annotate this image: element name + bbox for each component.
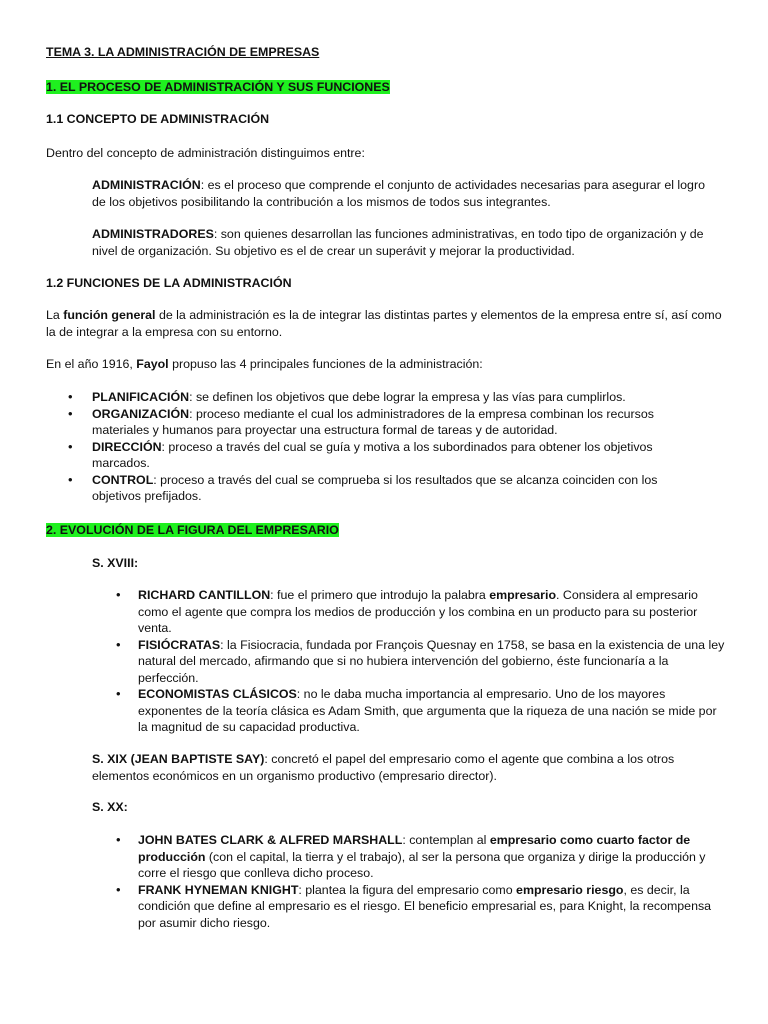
- subsection-1-1-heading: 1.1 CONCEPTO DE ADMINISTRACIÓN: [46, 112, 270, 126]
- list-item: [138, 587, 728, 637]
- document-title: TEMA 3. LA ADMINISTRACIÓN DE EMPRESAS: [46, 45, 320, 59]
- list-item-text: . Considera al empresario como el agente que compra los medios de producción y los combina en un producto para su posterior venta.: [138, 588, 698, 635]
- list-item-term: CONTROL: [92, 472, 154, 487]
- bold-term: empresario: [489, 588, 557, 602]
- list-item-term: JOHN BATES CLARK & ALFRED MARSHALL: [138, 833, 403, 847]
- text-run: propuso las 4 principales funciones de la administración:: [168, 357, 483, 371]
- functions-list: [92, 389, 692, 505]
- list-item-text: : proceso a través del cual se guía y motiva a los subordinados para obtener los objetivos marcados.: [92, 439, 653, 470]
- list-item-text: : no le daba mucha importancia al empresario. Uno de los mayores exponentes de la teoría clásica es Adam Smith, que argumenta que la riqueza de una nación se mide por la magnitud de su capacidad productiva.: [138, 687, 717, 734]
- list-item-text: : se definen los objetivos que debe lograr la empresa y las vías para cumplirlos.: [189, 390, 626, 404]
- century-20-list: [138, 832, 728, 931]
- fayol-paragraph: [46, 356, 726, 373]
- bold-term: S. XIX (JEAN BAPTISTE SAY): [92, 752, 265, 766]
- list-item-term: FISIÓCRATAS: [138, 637, 221, 652]
- text-run: : concretó el papel del empresario como el agente que combina a los otros elementos económicos en un organismo productivo (empresario director).: [92, 752, 675, 783]
- section-1-heading: [46, 79, 726, 96]
- list-item-term: FRANK HYNEMAN KNIGHT: [138, 882, 299, 897]
- list-item-text: : plantea la figura del empresario como: [298, 882, 517, 897]
- list-item: [138, 686, 728, 736]
- list-item-text: : proceso mediante el cual los administradores de la empresa combinan los recursos materiales y humanos para proyectar una estructura formal de tareas y de autoridad.: [92, 406, 654, 437]
- definition-text: : es el proceso que comprende el conjunto de actividades necesarias para asegurar el logro de los objetivos posibilitando la contribución a los mismos de todos sus integrantes.: [92, 178, 705, 209]
- list-item-text: : la Fisiocracia, fundada por François Quesnay en 1758, se basa en la existencia de una ley natural del mercado, afirmando que si no hubiera intervención del gobierno, éste funcionaría a la perfección.: [138, 637, 725, 685]
- bold-term: Fayol: [136, 357, 169, 371]
- text-run: La: [46, 308, 64, 322]
- list-item-text: : proceso a través del cual se comprueba si los resultados que se alcanza coinciden con los objetivos prefijados.: [92, 472, 658, 503]
- list-item: [138, 637, 728, 687]
- list-item-text: : fue el primero que introdujo la palabra: [270, 588, 490, 602]
- section-2-heading-highlight: 2. EVOLUCIÓN DE LA FIGURA DEL EMPRESARIO: [46, 523, 339, 537]
- list-item: [138, 832, 728, 882]
- definition-term: ADMINISTRADORES: [92, 227, 214, 241]
- list-item-term: PLANIFICACIÓN: [92, 390, 190, 404]
- list-item-term: RICHARD CANTILLON: [138, 588, 271, 602]
- century-18-list: [138, 587, 728, 736]
- definition-administracion: [92, 177, 722, 210]
- list-item: [138, 882, 728, 932]
- definition-text: : son quienes desarrollan las funciones administrativas, en todo tipo de organización y de nivel de organización. Su objetivo es el de crear un superávit y mejorar la productividad.: [92, 227, 704, 258]
- bold-term: empresario como cuarto factor de producción: [138, 833, 691, 864]
- bold-term: empresario riesgo: [516, 882, 624, 897]
- list-item-term: DIRECCIÓN: [92, 439, 162, 454]
- list-item: [92, 406, 692, 439]
- text-run: En el año 1916,: [46, 357, 137, 371]
- intro-paragraph: Dentro del concepto de administración distinguimos entre:: [46, 146, 365, 160]
- subsection-1-2-heading: 1.2 FUNCIONES DE LA ADMINISTRACIÓN: [46, 276, 292, 290]
- list-item-term: ORGANIZACIÓN: [92, 406, 190, 421]
- section-1-heading-highlight: 1. EL PROCESO DE ADMINISTRACIÓN Y SUS FUNCIONES: [46, 80, 390, 94]
- funcion-general-paragraph: [46, 307, 726, 340]
- text-run: de la administración es la de integrar las distintas partes y elementos de la empresa entre sí, así como la de integrar a la empresa con su entorno.: [46, 308, 722, 339]
- list-item-text: (con el capital, la tierra y el trabajo), al ser la persona que organiza y dirige la producción y corre el riesgo que conlleva dicho proceso.: [138, 849, 706, 880]
- bold-term: función general: [63, 308, 156, 322]
- list-item: [92, 389, 692, 406]
- list-item: [92, 439, 692, 472]
- century-18-label: S. XVIII:: [92, 556, 139, 570]
- definition-administradores: [92, 226, 722, 259]
- list-item: [92, 472, 692, 505]
- list-item-text: , es decir, la condición que define al empresario es el riesgo. El beneficio empresarial es, para Knight, la recompensa por asumir dicho riesgo.: [138, 882, 712, 930]
- century-19-paragraph: [92, 751, 722, 784]
- definition-term: ADMINISTRACIÓN: [92, 178, 201, 192]
- century-20-label: S. XX:: [92, 800, 128, 814]
- section-2-heading: [46, 522, 726, 539]
- list-item-term: ECONOMISTAS CLÁSICOS: [138, 687, 297, 701]
- list-item-text: : contemplan al: [402, 833, 490, 847]
